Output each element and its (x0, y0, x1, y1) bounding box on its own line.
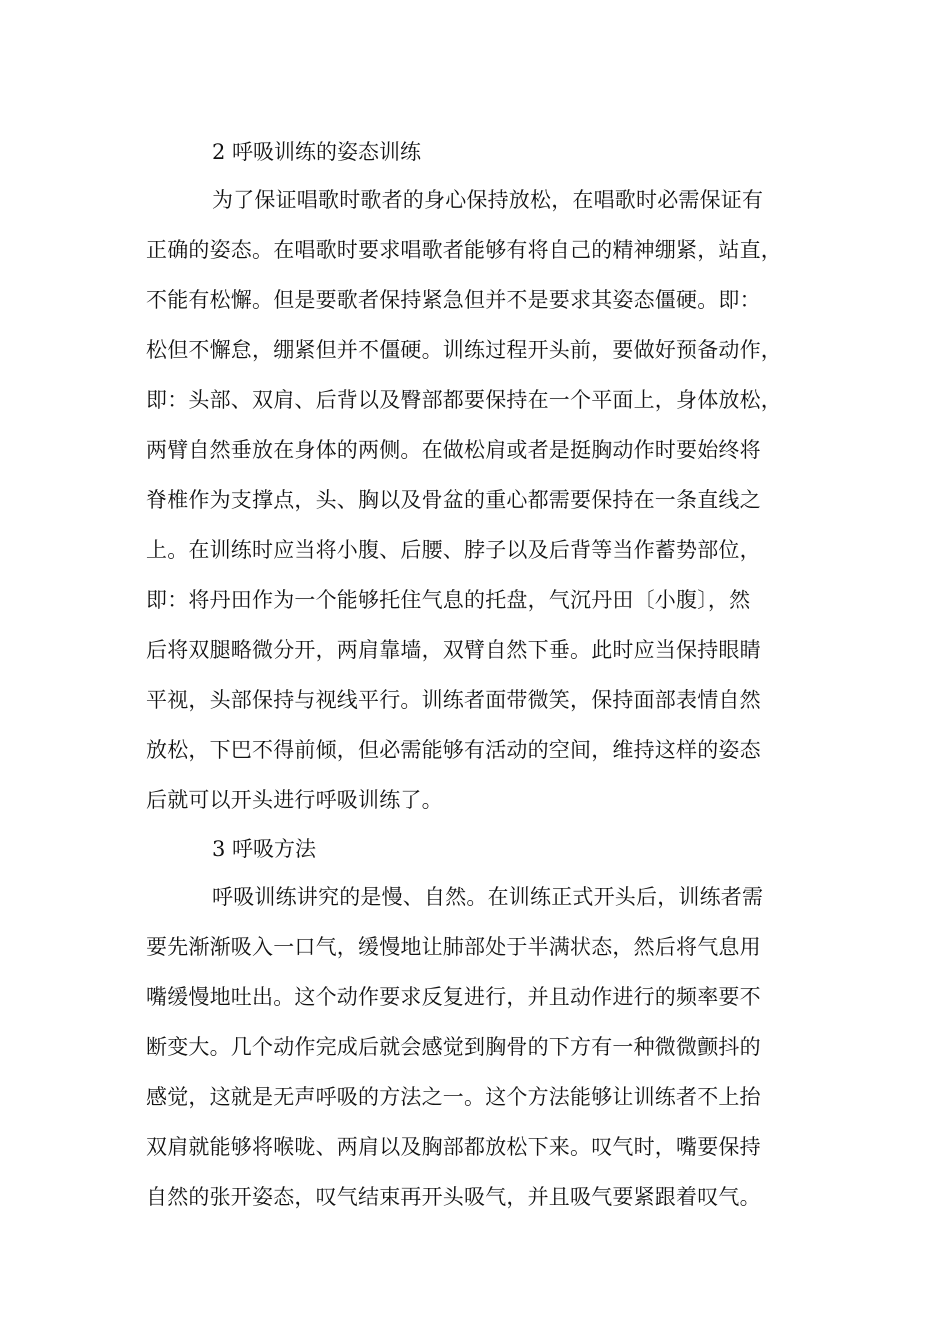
paragraph-line: 上。在训练时应当将小腹、后腰、脖子以及后背等当作蓄势部位， (146, 538, 761, 562)
paragraph-line: 正确的姿态。在唱歌时要求唱歌者能够有将自己的精神绷紧，站直， (146, 238, 782, 262)
paragraph-line: 要先渐渐吸入一口气，缓慢地让肺部处于半满状态，然后将气息用 (146, 935, 761, 959)
paragraph-line: 即：将丹田作为一个能够托住气息的托盘，气沉丹田〔小腹〕，然 (146, 588, 751, 612)
paragraph-line: 即：头部、双肩、后背以及臀部都要保持在一个平面上，身体放松， (146, 388, 782, 412)
paragraph-line: 自然的张开姿态，叹气结束再开头吸气，并且吸气要紧跟着叹气。 (146, 1185, 761, 1209)
paragraph-line: 为了保证唱歌时歌者的身心保持放松，在唱歌时必需保证有 (212, 188, 764, 212)
paragraph-line: 松但不懈怠，绷紧但并不僵硬。训练过程开头前，要做好预备动作， (146, 338, 782, 362)
paragraph-line: 双肩就能够将喉咙、两肩以及胸部都放松下来。叹气时，嘴要保持 (146, 1135, 761, 1159)
paragraph-line: 断变大。几个动作完成后就会感觉到胸骨的下方有一种微微颤抖的 (146, 1035, 761, 1059)
paragraph-line: 呼吸训练讲究的是慢、自然。在训练正式开头后，训练者需 (212, 885, 764, 909)
paragraph-line: 放松，下巴不得前倾，但必需能够有活动的空间，维持这样的姿态 (146, 738, 761, 762)
paragraph-line: 嘴缓慢地吐出。这个动作要求反复进行，并且动作进行的频率要不 (146, 985, 761, 1009)
paragraph-line: 不能有松懈。但是要歌者保持紧急但并不是要求其姿态僵硬。即： (146, 288, 761, 312)
paragraph-line: 后将双腿略微分开，两肩靠墙，双臂自然下垂。此时应当保持眼睛 (146, 638, 761, 662)
paragraph-line: 感觉，这就是无声呼吸的方法之一。这个方法能够让训练者不上抬 (146, 1085, 761, 1109)
paragraph-line: 两臂自然垂放在身体的两侧。在做松肩或者是挺胸动作时要始终将 (146, 438, 761, 462)
section-heading-breathing-method: 3 呼吸方法 (212, 837, 317, 861)
section-heading-posture: 2 呼吸训练的姿态训练 (212, 140, 422, 164)
paragraph-line: 平视，头部保持与视线平行。训练者面带微笑，保持面部表情自然 (146, 688, 761, 712)
paragraph-line: 后就可以开头进行呼吸训练了。 (146, 788, 443, 812)
paragraph-line: 脊椎作为支撑点，头、胸以及骨盆的重心都需要保持在一条直线之 (146, 488, 761, 512)
